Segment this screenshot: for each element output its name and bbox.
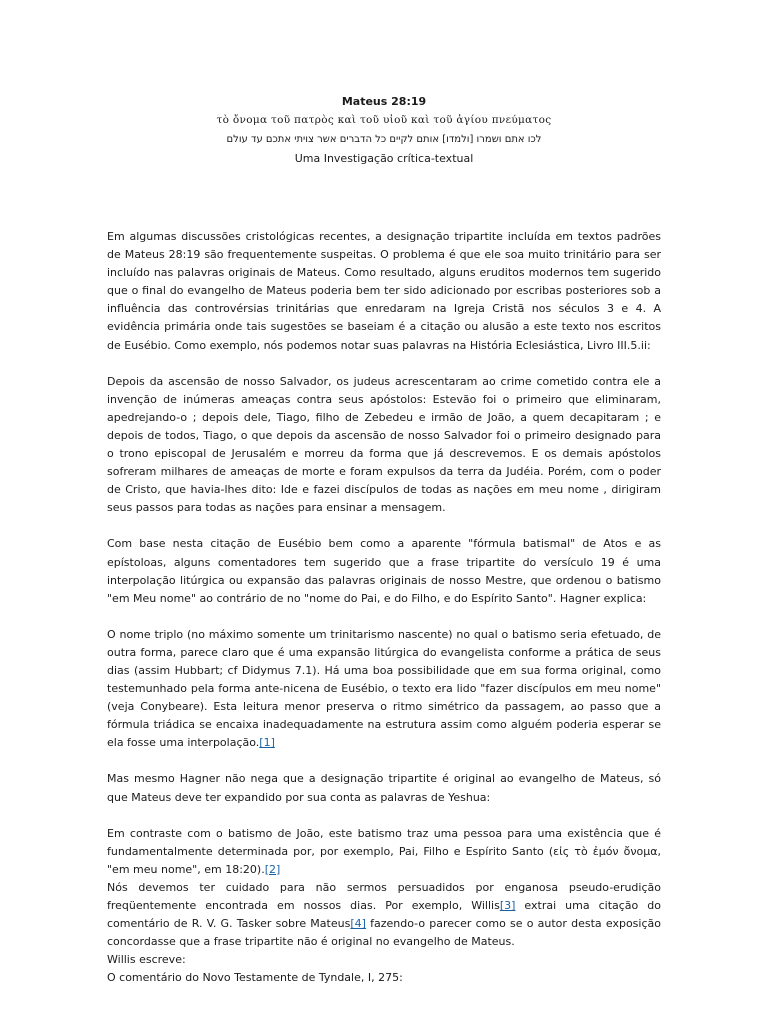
footnote-link-4[interactable]: [4] (350, 917, 366, 931)
paragraph-hagner-quote (107, 626, 661, 753)
footnote-link-2[interactable]: [2] (264, 862, 281, 876)
hagner-quote-text: O nome triplo (no máximo somente um trinitarismo nascente) no qual o batismo seria efetuado, de outra forma, parece claro que é uma expansão litúrgica do evangelista conforme a prática de seus dias (assim Hubbart; cf Didymus 7.1). Há uma boa possibilidade que em sua forma original, como testemunhado pela forma ante-nicena de Eusébio, o texto era lido "fazer discípulos em meu nome" (veja Conybeare). Esta leitura menor preserva o ritmo simétrico da passagem, ao passo que a fórmula triádica se encaixa inadequadamente na estrutura assim como alguém poderia esperar se ela fosse uma interpolação. (107, 627, 661, 750)
paragraph-intro: Em algumas discussões cristológicas recentes, a designação tripartite incluída em textos padrões de Mateus 28:19 são frequentemente suspeitas. O problema é que ele soa muito trinitário para ser incluído nas palavras originais de Mateus. Como resultado, alguns eruditos modernos tem sugerido que o final do evangelho de Mateus poderia bem ter sido adicionado por escribas posteriores sob a influência das controvérsias trinitárias que enredaram na Igreja Cristã nos séculos 3 e 4. A evidência primária onde tais sugestões se baseiam é a citação ou alusão a este texto nos escritos de Eusébio. Como exemplo, nós podemos notar suas palavras na História Eclesiástica, Livro III.5.ii: (107, 230, 661, 352)
hebrew-verse: לכו אתם ושמרו [ולמדו] אותם לקיים כל הדברים אשר צויתי אתכם עד עולם (226, 134, 542, 145)
caution-text-a: Nós devemos ter cuidado para não sermos persuadidos por enganosa pseudo-erudição freqüentemente encontrada em nossos dias. Por exemplo, Willis (107, 880, 661, 912)
paragraph-eusebius-quote: Depois da ascensão de nosso Salvador, os judeus acrescentaram ao crime cometido contra ele a invenção de inúmeras ameaças contra seus apóstolos: Estevão foi o primeiro que eliminaram, apedrejando-o ; depois dele, Tiago, filho de Zebedeu e irmão de João, a quem decapitaram ; e depois de todos, Tiago, o que depois da ascensão de nosso Salvador foi o primeiro designado para o trono episcopal de Jerusalém e morreu da forma que já descrevemos. E os demais apóstolos sofreram milhares de ameaças de morte e foram expulsos da terra da Judéia. Porém, com o poder de Cristo, que havia-lhes dito: Ide e fazei discípulos de todas as nações em meu nome , dirigiram seus passos para todas as nações para ensinar a mensagem. (107, 374, 661, 515)
paragraph-hagner-note: Mas mesmo Hagner não nega que a designação tripartite é original ao evangelho de Mateus, só que Mateus deve ter expandido por sua conta as palavras de Yeshua: (107, 772, 661, 804)
paragraph-caution (107, 879, 661, 951)
document-header (107, 92, 661, 168)
page-title: Mateus 28:19 (341, 95, 427, 108)
document-body (107, 228, 661, 987)
caution-text-b: extrai uma citação do comentário de R. V. G. Tasker sobre Mateus (107, 899, 661, 931)
contrast-text: Em contraste com o batismo de João, este batismo traz uma pessoa para uma existência que é fundamentalmente determinada por, por exemplo, Pai, Filho e Espírito Santo (εἰς τὸ ἐμόν ὄνομα, "em meu nome", em 18:20). (107, 826, 661, 876)
paragraph-tyndale: O comentário do Novo Testamente de Tyndale, I, 275: (107, 971, 403, 985)
paragraph-commentators: Com base nesta citação de Eusébio bem como a aparente "fórmula batismal" de Atos e as epístoloas, alguns comentadores tem sugerido que a frase tripartite do versículo 19 é uma interpolação litúrgica ou expansão das palavras originais de nosso Mestre, que ordenou o batismo "em Meu nome" ao contrário de no "nome do Pai, e do Filho, e do Espírito Santo". Hagner explica: (107, 537, 661, 605)
greek-verse: τὸ ὄνομα τοῦ πατρὸς καὶ τοῦ υἱοῦ καὶ τοῦ ἁγίου πνεύματος (216, 114, 552, 126)
paragraph-contrast (107, 825, 661, 879)
page-subtitle: Uma Investigação crítica-textual (294, 152, 474, 165)
footnote-link-1[interactable]: [1] (259, 736, 275, 750)
paragraph-willis-writes: Willis escreve: (107, 953, 186, 967)
caution-text-c: fazendo-o parecer como se o autor desta exposição concordasse que a frase tripartite não é original no evangelho de Mateus. (107, 917, 661, 949)
footnote-link-3[interactable]: [3] (499, 899, 516, 912)
